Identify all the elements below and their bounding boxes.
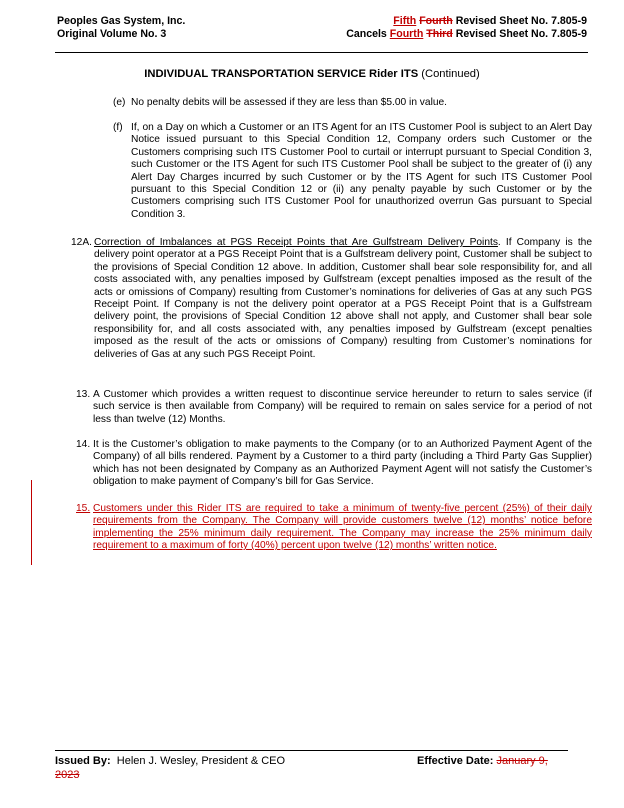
section-13-text: A Customer which provides a written request to discontinue service hereunder to return to sales service (if such service is then available from Company) will be required to remain on sales service for a period of not less than twelve (12) Months. bbox=[93, 389, 592, 425]
section-12a-heading: Correction of Imbalances at PGS Receipt Points that Are Gulfstream Delivery Points bbox=[94, 237, 498, 248]
sheet-number: Fifth Fourth Revised Sheet No. 7.805-9 bbox=[393, 15, 587, 27]
effective-date: Effective Date: January 9, bbox=[417, 755, 548, 767]
section-12a-text: Correction of Imbalances at PGS Receipt Points that Are Gulfstream Delivery Points. If Company is the delivery point operator at a PGS Receipt Point that is a Gulfstream delivery point, Customer shall be subject to the provisions of Special Condition 12 above. In addition, Customer shall bear sole responsibility for, and all costs associated with, any penalties imposed by Gulfstream (except penalties imposed as the result of the acts or omissions of Company) resulting from Customer’s nominations for deliveries of Gas at any such PGS Receipt Point. If Company is not the delivery point operator at a PGS Receipt Point that is a Gulfstream delivery point, the provisions of Special Condition 12 above shall not apply, and Customer shall bear sole responsibility for, and all costs associated with, any penalties imposed by Gulfstream (except penalties imposed as the result of the acts or omissions of Company) resulting from Customer’s nominations for deliveries of Gas at any such PGS Receipt Point. bbox=[94, 237, 592, 360]
section-15 bbox=[76, 503, 592, 553]
item-f-text: If, on a Day on which a Customer or an ITS Agent for an ITS Customer Pool is subject to an Alert Day Notice issued pursuant to this Special Condition 12, Company orders such Customer or the Customers comprising such ITS Customer Pool to curtail or interrupt pursuant to Special Condition 3, such Customer or the ITS Agent for such ITS Customer Pool shall be subject to the greater of (i) any Alert Day Charges incurred by such Customer or by the ITS Agent for such ITS Customer Pool pursuant to this Special Condition 12 or (ii) any penalty payable by such Customer or by the Customers comprising such ITS Customer Pool for unauthorized overrun Gas pursuant to Special Condition 3. bbox=[131, 122, 592, 220]
effective-date-old-year: 2023 bbox=[55, 769, 80, 781]
section-12a-label: 12A. bbox=[71, 237, 92, 248]
item-f-label: (f) bbox=[113, 122, 123, 133]
header-right bbox=[346, 15, 587, 41]
section-12a bbox=[71, 237, 592, 361]
cancels-sheet: Cancels Fourth Third Revised Sheet No. 7.805-9 bbox=[346, 28, 587, 40]
cancels-new-revision: Fourth bbox=[389, 28, 424, 40]
item-e bbox=[113, 97, 588, 109]
volume-number: Original Volume No. 3 bbox=[57, 28, 167, 40]
item-e-text: No penalty debits will be assessed if they are less than $5.00 in value. bbox=[131, 97, 447, 108]
item-f bbox=[113, 122, 592, 221]
item-e-label: (e) bbox=[113, 97, 126, 108]
section-14-label: 14. bbox=[76, 439, 91, 450]
section-14 bbox=[76, 439, 592, 489]
section-15-label: 15. bbox=[76, 503, 91, 514]
section-13-label: 13. bbox=[76, 389, 91, 400]
revision-change-bar bbox=[31, 480, 32, 565]
footer-rule bbox=[55, 750, 568, 751]
company-name: Peoples Gas System, Inc. bbox=[57, 15, 186, 27]
cancels-old-revision: Third bbox=[426, 28, 453, 40]
header-left bbox=[57, 15, 185, 41]
sheet-new-revision: Fifth bbox=[393, 15, 417, 27]
section-15-text: Customers under this Rider ITS are required to take a minimum of twenty-five percent (25%) of their daily requirements from the Company. The Company will provide customers twelve (12) months’ notice before implementing the 25% minimum daily requirement. The Company may increase the 25% minimum daily requirement to a maximum of forty (40%) percent upon twelve (12) months’ written notice. bbox=[93, 503, 592, 552]
section-14-text: It is the Customer’s obligation to make payments to the Company (or to an Authorized Payment Agent of the Company) of all bills rendered. Payment by a Customer to a third party (including a Third Party Gas Supplier) which has not been designated by Company as an Authorized Payment Agent will not satisfy the Customer’s obligation to make payment of Company’s bill for Gas Service. bbox=[93, 439, 592, 488]
effective-date-old: January 9, bbox=[496, 755, 548, 767]
issued-by: Issued By: Helen J. Wesley, President & CEO bbox=[55, 755, 286, 767]
sheet-old-revision: Fourth bbox=[419, 15, 453, 27]
header-rule bbox=[55, 52, 588, 53]
section-13 bbox=[76, 389, 592, 426]
page-title: INDIVIDUAL TRANSPORTATION SERVICE Rider ITS (Continued) bbox=[144, 68, 480, 80]
